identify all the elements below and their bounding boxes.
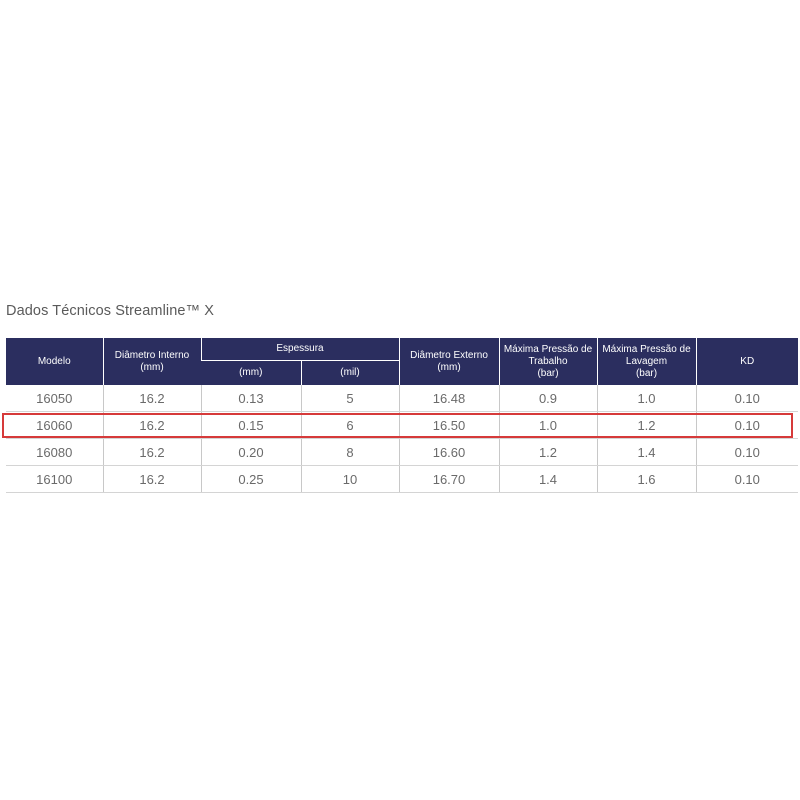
cell-espessura-mil: 10 — [301, 466, 399, 493]
header-espessura-mm: (mm) — [201, 361, 301, 386]
cell-espessura-mil: 6 — [301, 412, 399, 439]
cell-modelo: 16080 — [6, 439, 103, 466]
table-row — [6, 385, 798, 412]
cell-diametro-externo: 16.50 — [399, 412, 499, 439]
cell-max-pressao-trabalho: 0.9 — [499, 385, 597, 412]
cell-espessura-mm: 0.13 — [201, 385, 301, 412]
header-espessura: Espessura — [201, 338, 399, 361]
cell-max-pressao-lavagem: 1.2 — [597, 412, 696, 439]
cell-modelo: 16050 — [6, 385, 103, 412]
table-row — [6, 439, 798, 466]
cell-diametro-interno: 16.2 — [103, 412, 201, 439]
cell-espessura-mm: 0.25 — [201, 466, 301, 493]
specs-table-container — [6, 338, 798, 493]
cell-max-pressao-trabalho: 1.4 — [499, 466, 597, 493]
cell-espessura-mm: 0.15 — [201, 412, 301, 439]
cell-kd: 0.10 — [696, 385, 798, 412]
cell-modelo: 16060 — [6, 412, 103, 439]
cell-max-pressao-lavagem: 1.4 — [597, 439, 696, 466]
cell-diametro-externo: 16.48 — [399, 385, 499, 412]
header-diametro-externo: Diâmetro Externo (mm) — [399, 338, 499, 385]
cell-espessura-mm: 0.20 — [201, 439, 301, 466]
cell-kd: 0.10 — [696, 466, 798, 493]
cell-espessura-mil: 8 — [301, 439, 399, 466]
table-row — [6, 466, 798, 493]
header-max-pressao-lavagem: Máxima Pressão de Lavagem (bar) — [597, 338, 696, 385]
cell-diametro-interno: 16.2 — [103, 466, 201, 493]
cell-max-pressao-trabalho: 1.0 — [499, 412, 597, 439]
cell-diametro-externo: 16.70 — [399, 466, 499, 493]
cell-diametro-interno: 16.2 — [103, 385, 201, 412]
cell-modelo: 16100 — [6, 466, 103, 493]
cell-diametro-interno: 16.2 — [103, 439, 201, 466]
cell-diametro-externo: 16.60 — [399, 439, 499, 466]
cell-max-pressao-lavagem: 1.6 — [597, 466, 696, 493]
header-diametro-interno: Diâmetro Interno (mm) — [103, 338, 201, 385]
header-kd: KD — [696, 338, 798, 385]
cell-max-pressao-lavagem: 1.0 — [597, 385, 696, 412]
cell-kd: 0.10 — [696, 412, 798, 439]
specs-table — [6, 338, 798, 493]
cell-kd: 0.10 — [696, 439, 798, 466]
table-title: Dados Técnicos Streamline™ X — [6, 303, 215, 319]
header-espessura-mil: (mil) — [301, 361, 399, 386]
table-row-highlighted — [6, 412, 798, 439]
cell-max-pressao-trabalho: 1.2 — [499, 439, 597, 466]
cell-espessura-mil: 5 — [301, 385, 399, 412]
header-modelo: Modelo — [6, 338, 103, 385]
header-max-pressao-trabalho: Máxima Pressão de Trabalho (bar) — [499, 338, 597, 385]
